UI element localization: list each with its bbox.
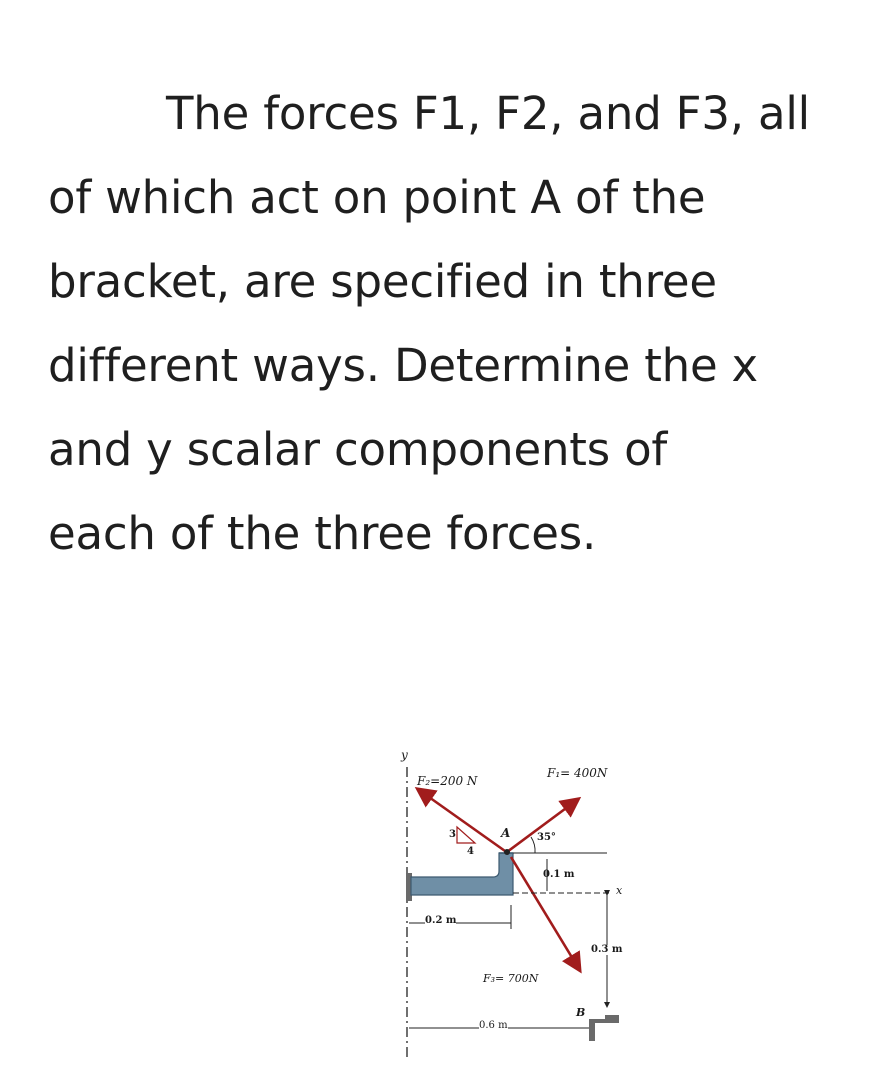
bracket-drawing xyxy=(395,745,645,1065)
slope-run-label: 4 xyxy=(467,846,474,857)
f2-arrow xyxy=(419,790,505,851)
angle-arc xyxy=(531,837,535,853)
dim-0-6-label: 0.6 m xyxy=(479,1020,508,1031)
f3-label: F₃= 700N xyxy=(483,972,539,985)
dim-0-1-label: 0.1 m xyxy=(543,869,575,880)
slope-triangle xyxy=(457,827,475,843)
f1-label: F₁= 400N xyxy=(547,766,608,780)
dim-0-3-label: 0.3 m xyxy=(591,944,623,955)
bracket-figure xyxy=(395,745,645,1065)
point-a-label: A xyxy=(501,826,511,840)
point-b-label: B xyxy=(576,1006,586,1019)
question-text xyxy=(48,72,868,576)
question-line: each of the three forces. xyxy=(48,507,597,560)
support-b xyxy=(589,1015,619,1041)
axis-y-label: y xyxy=(401,748,408,762)
question-line: The forces F1, F2, and F3, all xyxy=(166,87,810,140)
question-line: of which act on point A of the xyxy=(48,171,706,224)
f2-label: F₂=200 N xyxy=(417,774,478,788)
question-line: different ways. Determine the x xyxy=(48,339,758,392)
f1-arrow xyxy=(507,800,577,852)
angle-label: 35° xyxy=(537,832,556,843)
axis-x-label: x xyxy=(616,884,623,897)
point-a xyxy=(504,849,510,855)
question-line: and y scalar components of xyxy=(48,423,668,476)
dim-0-2-label: 0.2 m xyxy=(425,915,457,926)
bracket xyxy=(411,853,513,895)
slope-rise-label: 3 xyxy=(449,829,456,840)
question-line: bracket, are specified in three xyxy=(48,255,717,308)
